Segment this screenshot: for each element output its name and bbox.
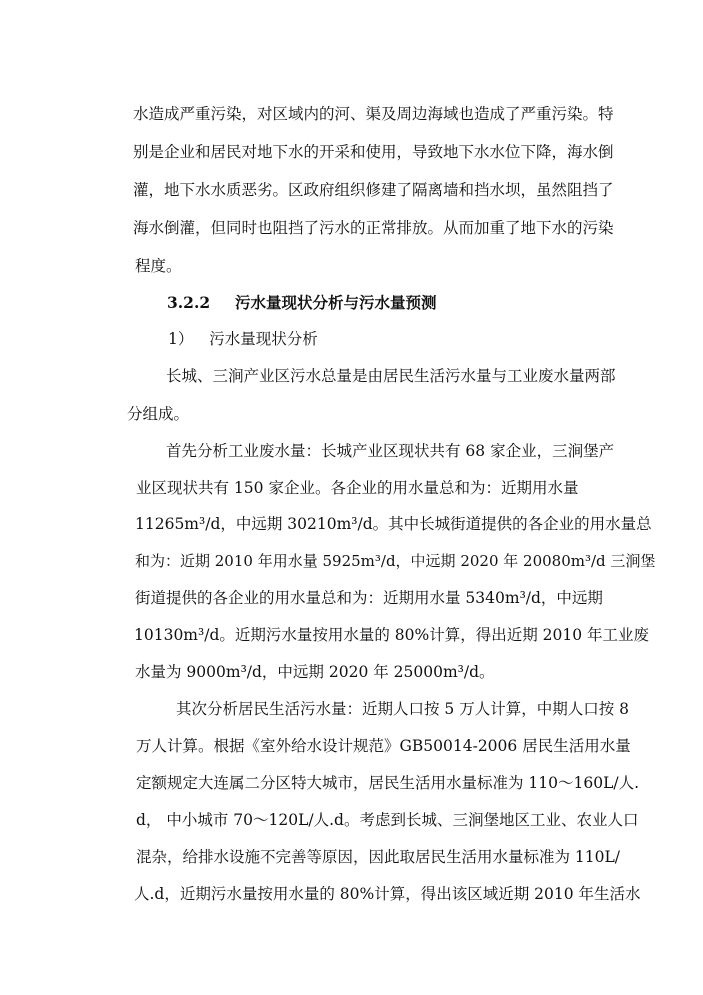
text-line: 街道提供的各企业的用水量总和为：近期用水量 5340m³/d，中远期 <box>135 589 603 607</box>
text-line: 10130m³/d。近期污水量按用水量的 80%计算，得出近期 2010 年工业废 <box>134 626 650 644</box>
text-line: 业区现状共有 150 家企业。各企业的用水量总和为：近期用水量 <box>136 479 579 497</box>
text-line: 水造成严重污染，对区域内的河、渠及周边海域也造成了严重污染。特 <box>133 105 614 123</box>
subsection-number: 1） <box>168 330 194 348</box>
text-line: 首先分析工业废水量：长城产业区现状共有 68 家企业，三涧堡产 <box>166 442 615 460</box>
text-line: 别是企业和居民对地下水的开采和使用，导致地下水水位下降，海水倒 <box>133 143 614 161</box>
text-line: 11265m³/d，中远期 30210m³/d。其中长城街道提供的各企业的用水量总 <box>135 515 652 533</box>
section-title: 污水量现状分析与污水量预测 <box>234 293 437 312</box>
text-line: 灌，地下水水质恶劣。区政府组织修建了隔离墙和挡水坝，虽然阻挡了 <box>133 181 614 199</box>
text-line: 人.d，近期污水量按用水量的 80%计算，得出该区域近期 2010 年生活水 <box>134 885 641 903</box>
text-line: 程度。 <box>135 257 182 275</box>
text-line: 万人计算。根据《室外给水设计规范》GB50014-2006 居民生活用水量 <box>136 737 631 755</box>
text-line: 定额规定大连属二分区特大城市，居民生活用水量标准为 110～160L/人. <box>136 774 640 792</box>
text-line: 其次分析居民生活污水量：近期人口按 5 万人计算，中期人口按 8 <box>176 700 630 718</box>
subsection-heading <box>168 329 318 349</box>
section-number: 3.2.2 <box>167 293 211 312</box>
text-line: 长城、三涧产业区污水总量是由居民生活污水量与工业废水量两部 <box>166 367 616 385</box>
text-line: d， 中小城市 70～120L/人.d。考虑到长城、三涧堡地区工业、农业人口 <box>136 811 639 829</box>
section-heading <box>167 293 436 313</box>
text-line: 海水倒灌，但同时也阻挡了污水的正常排放。从而加重了地下水的污染 <box>133 219 614 237</box>
text-line: 混杂，给排水设施不完善等原因，因此取居民生活用水量标准为 110L/ <box>136 848 621 866</box>
subsection-title: 污水量现状分析 <box>209 330 318 348</box>
text-line: 和为：近期 2010 年用水量 5925m³/d，中远期 2020 年 20080m³/d 三涧堡 <box>135 552 656 570</box>
text-line: 分组成。 <box>127 405 190 423</box>
text-line: 水量为 9000m³/d，中远期 2020 年 25000m³/d。 <box>135 663 495 681</box>
